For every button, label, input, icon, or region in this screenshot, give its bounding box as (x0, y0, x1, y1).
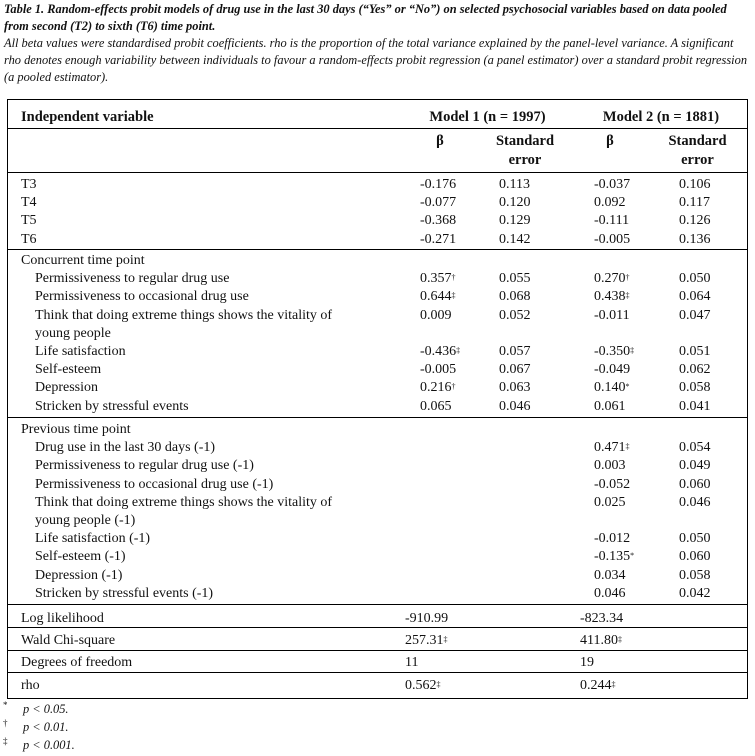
model2-beta-value: 0.270 (594, 271, 626, 287)
model2-beta-value: 0.140 (594, 380, 626, 396)
model1-beta (420, 288, 456, 306)
model2-beta-value: -0.037 (594, 177, 631, 192)
model2-se-value: 0.047 (679, 307, 711, 323)
model2-beta (594, 585, 626, 603)
footnote-symbol: ‡ (3, 736, 8, 746)
header-model2-beta: β (606, 133, 614, 149)
model1-summary-value-value: 257.31 (405, 633, 444, 648)
model1-beta (420, 361, 456, 379)
footnote-text: p < 0.05. (23, 702, 69, 716)
table-rule (8, 672, 747, 673)
model2-se (679, 288, 711, 306)
model2-beta (594, 398, 626, 416)
model2-beta-significance-mark: ‡ (625, 442, 630, 452)
model1-se-value: 0.120 (499, 195, 531, 211)
row-label: T6 (21, 231, 37, 247)
model1-se (499, 343, 531, 361)
model1-se-value: 0.129 (499, 213, 531, 229)
model2-beta-value: 0.003 (594, 458, 626, 474)
model2-beta-value: 0.471 (594, 440, 626, 456)
model2-se (679, 379, 711, 397)
model2-beta (594, 212, 629, 230)
model2-summary-value-value: -823.34 (580, 611, 624, 626)
model1-beta-value: 0.216 (420, 380, 452, 396)
model1-beta-value: 0.009 (420, 307, 452, 323)
model2-se-value: 0.054 (679, 440, 711, 456)
model1-beta-value: 0.644 (420, 289, 452, 305)
model2-se (679, 567, 711, 585)
row-label-continued: young people (35, 325, 111, 341)
model1-beta (420, 270, 456, 288)
model2-se (679, 307, 711, 325)
footnote-text: p < 0.01. (23, 720, 69, 734)
model2-beta (594, 476, 630, 494)
model1-beta-value: -0.005 (420, 362, 457, 378)
row-label: Self-esteem (35, 362, 102, 378)
model1-se-value: 0.068 (499, 289, 531, 305)
model2-se-value: 0.106 (679, 177, 711, 192)
model1-se (499, 398, 531, 416)
model1-beta (420, 379, 456, 397)
table-rule (8, 627, 747, 628)
model2-beta (594, 530, 630, 548)
model1-summary-value-value: -910.99 (405, 611, 449, 626)
model1-se-value: 0.063 (499, 380, 531, 396)
model2-summary-value-value: 411.80 (580, 633, 618, 648)
model1-beta-value: 0.357 (420, 271, 452, 287)
model2-se (679, 585, 711, 603)
row-label-continued: young people (-1) (35, 513, 136, 528)
model2-se-value: 0.051 (679, 344, 711, 359)
footnote-symbol: † (3, 718, 8, 728)
model2-beta (594, 343, 634, 361)
model1-beta (420, 307, 452, 325)
model2-summary-value-value: 0.244 (580, 678, 612, 693)
row-label: Permissiveness to regular drug use (35, 271, 230, 287)
summary-label: Wald Chi-square (21, 633, 116, 648)
model2-se (679, 176, 711, 194)
footnote-text: p < 0.001. (23, 738, 75, 752)
model2-beta-value: -0.052 (594, 476, 631, 492)
model2-beta-significance-mark: * (625, 382, 630, 392)
model2-se (679, 494, 711, 512)
model2-beta-value: 0.438 (594, 289, 626, 305)
header-model2: Model 2 (n = 1881) (602, 109, 720, 125)
model1-beta (420, 343, 460, 361)
row-label: Life satisfaction (-1) (35, 531, 151, 547)
row-label: Stricken by stressful events (-1) (35, 585, 214, 601)
model2-beta (594, 231, 630, 249)
model2-summary-value-significance-mark: ‡ (617, 635, 622, 644)
model2-se-value: 0.058 (679, 567, 711, 583)
header-model2-se-line1: Standard (668, 133, 727, 149)
model1-beta-value: -0.271 (420, 231, 457, 247)
model2-se-value: 0.041 (679, 398, 711, 414)
header-independent-variable: Independent variable (21, 109, 154, 125)
model2-se (679, 548, 711, 566)
row-label: Drug use in the last 30 days (-1) (35, 440, 216, 456)
model1-summary-value (405, 654, 418, 672)
model1-se (499, 288, 531, 306)
caption-note: All beta values were standardised probit coefficients. rho is the proportion of the total variance explained by the panel-level variance. A significant rho denotes enough variability between individuals to favour a random-effects probit regression (a panel estimator) over a standard probit regression (a pooled estimator). (4, 36, 748, 84)
model1-se (499, 212, 531, 230)
caption-title: Table 1. Random-effects probit models of drug use in the last 30 days (“Yes” or “No”) on selected psychosocial variables based on data pooled from second (T2) to sixth (T6) time point. (4, 2, 727, 33)
model1-beta (420, 212, 456, 230)
model2-se (679, 476, 711, 494)
model1-summary-value (405, 632, 448, 650)
model1-se (499, 270, 531, 288)
model1-beta-significance-mark: † (451, 273, 456, 283)
model2-summary-value (580, 677, 616, 695)
model2-beta-value: 0.092 (594, 195, 626, 211)
model2-beta (594, 361, 630, 379)
model2-se-value: 0.064 (679, 289, 711, 305)
model2-beta (594, 457, 626, 475)
model2-beta (594, 567, 626, 585)
row-label: T3 (21, 177, 37, 192)
model1-summary-value-significance-mark: ‡ (436, 680, 441, 689)
model1-beta-significance-mark: ‡ (451, 291, 456, 301)
model1-summary-value-value: 11 (405, 655, 419, 670)
header-model1-se-line1: Standard (495, 133, 555, 149)
model2-se-value: 0.050 (679, 531, 711, 547)
model2-beta (594, 379, 630, 397)
footnote-symbol: * (3, 700, 8, 710)
row-label: Permissiveness to regular drug use (-1) (35, 458, 254, 474)
model1-se (499, 379, 531, 397)
header-model1-beta: β (436, 133, 444, 149)
model1-se-value: 0.055 (499, 271, 531, 287)
row-label: T4 (21, 195, 37, 211)
model2-se-value: 0.049 (679, 458, 711, 474)
table-rule (8, 172, 747, 173)
model2-beta-value: -0.135 (594, 549, 631, 565)
model2-se-value: 0.126 (679, 213, 711, 229)
model2-summary-value-significance-mark: ‡ (611, 680, 616, 689)
model2-beta-value: -0.111 (594, 213, 630, 229)
model2-beta-value: -0.049 (594, 362, 631, 378)
model1-summary-value-significance-mark: ‡ (443, 635, 448, 644)
model2-beta-value: -0.350 (594, 344, 631, 359)
model2-summary-value (580, 632, 622, 650)
model2-beta-value: -0.011 (594, 307, 630, 323)
model2-se-value: 0.058 (679, 380, 711, 396)
model2-summary-value-value: 19 (580, 655, 594, 670)
model2-beta (594, 494, 626, 512)
model2-se-value: 0.060 (679, 476, 711, 492)
model1-se-value: 0.067 (499, 362, 531, 378)
row-label: Depression (35, 380, 98, 396)
model1-beta-value: 0.065 (420, 398, 452, 414)
model1-beta-value: -0.176 (420, 177, 457, 192)
model2-se (679, 457, 711, 475)
model2-beta-value: 0.034 (594, 567, 626, 583)
model1-beta (420, 194, 456, 212)
model1-summary-value-value: 0.562 (405, 678, 437, 693)
table-caption (4, 1, 752, 86)
model2-beta-significance-mark: † (625, 273, 630, 283)
model2-beta-significance-mark: * (630, 551, 635, 561)
table-rule (8, 650, 747, 651)
row-label: Stricken by stressful events (35, 398, 189, 414)
model1-se-value: 0.113 (499, 177, 530, 192)
model2-se (679, 194, 710, 212)
model2-beta-value: 0.046 (594, 585, 626, 601)
model2-beta-value: 0.061 (594, 398, 626, 414)
model1-beta (420, 398, 452, 416)
summary-label: rho (21, 678, 40, 693)
summary-label: Log likelihood (21, 611, 104, 626)
model2-se (679, 439, 711, 457)
table-rule (8, 249, 747, 250)
model1-summary-value (405, 610, 448, 628)
row-label: Permissiveness to occasional drug use (-1) (35, 476, 274, 492)
model1-se (499, 194, 531, 212)
row-label: Life satisfaction (35, 344, 126, 359)
row-label: Depression (-1) (35, 567, 123, 583)
model2-se (679, 231, 711, 249)
results-table (7, 99, 748, 699)
row-label: Think that doing extreme things shows the vitality of (35, 494, 333, 510)
model2-beta (594, 176, 630, 194)
model2-se-value: 0.046 (679, 494, 711, 510)
model1-beta (420, 231, 456, 249)
model2-beta-significance-mark: ‡ (625, 291, 630, 301)
table-rule (8, 604, 747, 605)
model1-se-value: 0.052 (499, 307, 531, 323)
row-label: Think that doing extreme things shows the vitality of (35, 307, 333, 323)
model2-beta (594, 548, 634, 566)
model1-beta-value: -0.368 (420, 213, 457, 229)
model2-beta-value: 0.025 (594, 494, 626, 510)
model2-beta-significance-mark: ‡ (630, 346, 635, 355)
model2-se-value: 0.050 (679, 271, 711, 287)
model1-beta-value: -0.077 (420, 195, 457, 211)
model1-beta-value: -0.436 (420, 344, 457, 359)
model2-summary-value (580, 610, 623, 628)
table-rule (8, 417, 747, 418)
model1-summary-value (405, 677, 441, 695)
model2-se-value: 0.042 (679, 585, 711, 601)
header-model1: Model 1 (n = 1997) (429, 109, 546, 125)
row-label: Permissiveness to occasional drug use (35, 289, 249, 305)
row-label: Self-esteem (-1) (35, 549, 126, 565)
model2-se (679, 212, 711, 230)
model2-se-value: 0.062 (679, 362, 711, 378)
model1-se (499, 307, 531, 325)
row-label: T5 (21, 213, 37, 229)
model1-se (499, 176, 530, 194)
model2-se (679, 530, 711, 548)
header-model1-se-line2: error (508, 152, 542, 168)
model2-se-value: 0.117 (679, 195, 710, 211)
model2-se (679, 361, 711, 379)
model1-se (499, 231, 531, 249)
section-heading-concurrent: Concurrent time point (21, 253, 145, 268)
model2-beta (594, 307, 630, 325)
model2-beta-value: -0.012 (594, 531, 631, 547)
model1-se (499, 361, 531, 379)
model1-se-value: 0.046 (499, 398, 531, 414)
model1-beta (420, 176, 456, 194)
model2-beta-value: -0.005 (594, 231, 631, 247)
model2-beta (594, 194, 626, 212)
model2-beta (594, 439, 630, 457)
model2-beta (594, 270, 630, 288)
model2-se (679, 343, 711, 361)
model2-se (679, 398, 711, 416)
model2-se (679, 270, 711, 288)
header-rule (400, 128, 747, 129)
model2-beta (594, 288, 630, 306)
header-model2-se-line2: error (681, 152, 714, 168)
section-heading-previous: Previous time point (21, 422, 131, 437)
model2-se-value: 0.060 (679, 549, 711, 565)
model2-summary-value (580, 654, 594, 672)
model1-se-value: 0.057 (499, 344, 531, 359)
model1-se-value: 0.142 (499, 231, 531, 247)
summary-label: Degrees of freedom (21, 655, 133, 670)
model2-se-value: 0.136 (679, 231, 711, 247)
model1-beta-significance-mark: † (451, 382, 456, 392)
model1-beta-significance-mark: ‡ (456, 346, 461, 355)
